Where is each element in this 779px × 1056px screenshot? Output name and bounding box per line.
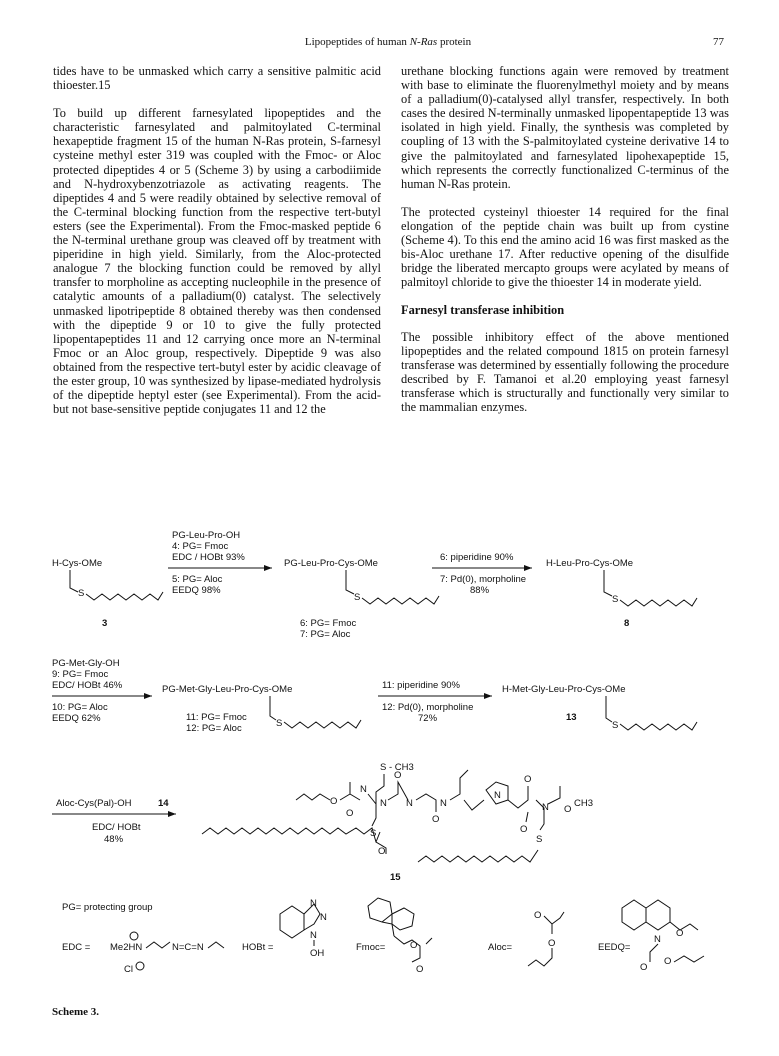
left-column	[53, 64, 381, 430]
legend-aloc: Aloc=	[488, 942, 513, 953]
svg-text:O: O	[432, 814, 440, 825]
hydroxyl-label: OH	[310, 948, 325, 959]
compound-number: 13	[566, 712, 577, 723]
svg-text:O: O	[330, 796, 338, 807]
compound-number: 15	[390, 872, 401, 883]
svg-text:O: O	[676, 928, 684, 939]
compound-13-label: H-Met-Gly-Leu-Pro-Cys-OMe	[502, 684, 626, 695]
sulfur-label: S	[78, 588, 85, 599]
compound-number: 11: PG= Fmoc	[186, 712, 247, 723]
paragraph: urethane blocking functions again were removed by treatment with base to eliminate the fluorenylmethyl moiety and by means of a palladium(0)-catalysed allyl transfer, respectively. In both cases the desired N-terminally unmasked lipopentapeptide 13 was isolated in high yield. Finally, the synthesis was completed by coupling of 13 with the S-palmitoylated cysteine derivative 14 to give the palmitoylated and farnesylated lipohexapeptide 15, which represents the correctly functionalized C-terminus of the human N-Ras protein.	[401, 64, 729, 191]
sulfur-label: S	[354, 592, 361, 603]
legend-edc: EDC =	[62, 942, 91, 953]
edc-formula: Me2HN	[110, 942, 143, 953]
svg-text:S: S	[536, 834, 543, 845]
svg-text:N: N	[320, 912, 327, 923]
compound-number: 8	[624, 618, 630, 629]
svg-text:N: N	[360, 784, 367, 795]
svg-text:N: N	[494, 790, 501, 801]
svg-text:O: O	[346, 808, 354, 819]
legend-pg: PG= protecting group	[62, 902, 153, 913]
compound-number: 12: PG= Aloc	[186, 723, 242, 734]
svg-text:O: O	[520, 824, 528, 835]
reagent-label: 48%	[104, 834, 124, 845]
farnesyl-chain	[620, 722, 697, 730]
reagent-label: Aloc-Cys(Pal)-OH	[56, 798, 132, 809]
farnesyl-chain	[86, 592, 163, 600]
svg-text:O: O	[524, 774, 532, 785]
compound-11-12-label: PG-Met-Gly-Leu-Pro-Cys-OMe	[162, 684, 293, 695]
compound-6-7-label: PG-Leu-Pro-Cys-OMe	[284, 558, 378, 569]
section-heading: Farnesyl transferase inhibition	[401, 303, 565, 318]
plus-charge-icon	[130, 932, 138, 940]
reagent-label: 7: Pd(0), morpholine	[440, 574, 527, 585]
svg-text:O: O	[548, 938, 556, 949]
cys-bond	[604, 570, 612, 596]
running-title: Lipopeptides of human N-Ras protein	[304, 36, 472, 48]
svg-text:N: N	[310, 898, 317, 909]
svg-text:O: O	[416, 964, 424, 975]
reagent-label: 11: piperidine 90%	[382, 680, 460, 691]
legend-hobt: HOBt =	[242, 942, 274, 953]
scheme-caption: Scheme 3.	[52, 1006, 100, 1018]
svg-text:O: O	[410, 940, 418, 951]
reagent-label: PG-Met-Gly-OH	[52, 658, 120, 669]
reagent-label: 9: PG= Fmoc	[52, 669, 109, 680]
fmoc-structure	[368, 898, 432, 975]
reagent-label: 5: PG= Aloc	[172, 574, 223, 585]
cys-bond	[70, 570, 78, 592]
paragraph: The possible inhibitory effect of the above mentioned lipopeptides and the related compound 1815 on protein farnesyl transferase was determined by essentially following the procedure described by F. Tamanoi et al.20 employing yeast farnesyl transferase which is structurally and functionally very similar to the mammalian enzymes.	[401, 329, 729, 414]
eedq-structure	[622, 900, 704, 973]
sulfur-label: S	[612, 720, 619, 731]
legend-eedq: EEDQ=	[598, 942, 631, 953]
sulfur-label: S	[276, 718, 283, 729]
hobt-structure	[280, 898, 327, 946]
svg-text:O: O	[378, 846, 386, 857]
paragraph: To build up different farnesylated lipopeptides and the characteristic farnesylated and palmitoylated C-terminal hexapeptide fragment 15 of the human N-Ras protein, S-farnesyl cysteine methyl ester 319 was coupled with the Fmoc- or Aloc protected dipeptides 4 or 5 (Scheme 3) by using a carbodiimide and N-hydroxybenzotriazole as activating reagents. The dipeptides 4 and 5 were readily obtained by selective removal of the C-terminal blocking function from the respective tert-butyl esters (see the Experimental). From the Fmoc-masked peptide 6 the N-terminal urethane group was cleaved off by treatment with piperidine in high yield. Similarly, from the Aloc-protected analogue 7 the blocking function could be removed by allyl transfer to morpholine as accepting nucleophile in the presence of catalytic amounts of a palladium(0) catalyst. The selectively unmasked lipotripeptide 8 obtained thereby was then condensed with the dipeptide 9 or 10 to give the fully protected lipopentapeptides 11 and 12 carrying once more an N-terminal Fmoc or an Aloc group, respectively. Dipeptide 9 was also obtained from the respective tert-butyl ester by acidic cleavage of the ester group, 10 was synthesized by lipase-mediated hydrolysis of the dipeptide heptyl ester (see Experimental). From the acid- but not base-sensitive peptide conjugates 11 and 12 the	[53, 106, 381, 417]
reagent-label: 88%	[470, 585, 490, 596]
svg-text:O: O	[534, 910, 542, 921]
methyl-label: CH3	[574, 798, 594, 809]
right-column	[401, 64, 729, 428]
reagent-label: 6: piperidine 90%	[440, 552, 514, 563]
svg-text:N: N	[542, 802, 549, 813]
running-header	[52, 36, 724, 52]
scheme-3-figure	[0, 520, 779, 1020]
reagent-label: 12: Pd(0), morpholine	[382, 702, 474, 713]
reagent-label: EDC / HOBt 93%	[172, 552, 245, 563]
paragraph: The protected cysteinyl thioester 14 required for the final elongation of the peptide chain was built up from cystine (Scheme 4). To this end the amino acid 16 was first masked as the bis-Aloc urethane 17. After reductive opening of the disulfide bridge the liberated mercapto groups were acylated by means of palmitoyl chloride to give the thioester 14 in moderate yield.	[401, 204, 729, 290]
edc-carbodiimide: N=C=N	[172, 942, 204, 953]
svg-text:O: O	[664, 956, 672, 967]
svg-text:N: N	[310, 930, 317, 941]
compound-8-label: H-Leu-Pro-Cys-OMe	[546, 558, 634, 569]
reagent-label: EDC/ HOBt	[92, 822, 141, 833]
svg-text:S: S	[370, 828, 377, 839]
compound-number: 3	[102, 618, 108, 629]
farnesyl-chain	[362, 596, 439, 604]
svg-text:O: O	[564, 804, 572, 815]
sulfur-label: S	[612, 594, 619, 605]
reagent-label: 10: PG= Aloc	[52, 702, 108, 713]
methylthio-label: S - CH3	[380, 762, 414, 773]
compound-15-structure	[202, 762, 593, 862]
minus-charge-icon	[136, 962, 144, 970]
legend-fmoc: Fmoc=	[356, 942, 386, 953]
svg-text:O: O	[394, 770, 402, 781]
compound-number: 6: PG= Fmoc	[300, 618, 357, 629]
compound-3-label: H-Cys-OMe	[52, 558, 103, 569]
reagent-label: 72%	[418, 713, 438, 724]
farnesyl-chain	[284, 720, 361, 728]
svg-text:O: O	[640, 962, 648, 973]
cys-bond	[346, 570, 354, 594]
page-number: 77	[713, 36, 724, 48]
svg-text:N: N	[380, 798, 387, 809]
reagent-label: EEDQ 62%	[52, 713, 101, 724]
reagent-label: EDC/ HOBt 46%	[52, 680, 123, 691]
cys-bond	[270, 696, 276, 720]
paragraph: tides have to be unmasked which carry a sensitive palmitic acid thioester.15	[53, 64, 381, 93]
svg-text:N: N	[654, 934, 661, 945]
chloride-label: Cl	[124, 964, 133, 975]
reagent-label: EEDQ 98%	[172, 585, 221, 596]
svg-text:N: N	[406, 798, 413, 809]
farnesyl-chain	[620, 598, 697, 606]
reagent-label: 4: PG= Fmoc	[172, 541, 229, 552]
compound-number: 14	[158, 798, 169, 809]
cys-bond	[606, 696, 612, 722]
compound-number: 7: PG= Aloc	[300, 629, 351, 640]
svg-text:N: N	[440, 798, 447, 809]
reagent-label: PG-Leu-Pro-OH	[172, 530, 241, 541]
aloc-structure	[528, 910, 564, 966]
